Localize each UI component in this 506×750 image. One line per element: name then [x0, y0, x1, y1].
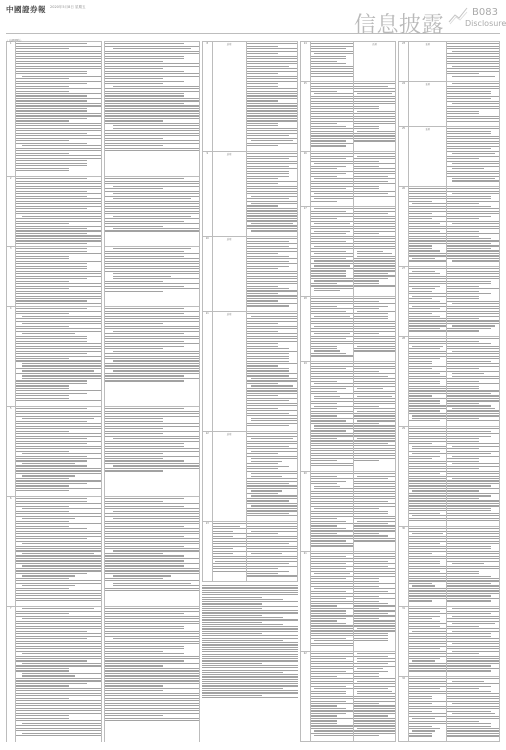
table-row: [105, 407, 200, 497]
newspaper-logo: 中國證券報: [6, 5, 46, 14]
table-row: [7, 42, 102, 177]
amendment-table: [398, 41, 500, 742]
marker-cell: 新增: [212, 42, 246, 152]
text-cell: [246, 42, 297, 152]
table-row: [203, 152, 298, 237]
text-cell: [447, 42, 500, 82]
row-number-cell: 31: [399, 607, 409, 677]
row-number-cell: 27: [399, 267, 409, 337]
text-cell: [105, 607, 200, 743]
row-number-cell: 17: [301, 207, 311, 297]
column-3: [202, 38, 298, 742]
text-cell: [354, 207, 396, 297]
table-row: [399, 127, 500, 187]
table-row: [399, 337, 500, 427]
row-number-cell: 14: [301, 42, 311, 82]
text-cell: [409, 607, 447, 677]
text-cell: [105, 307, 200, 407]
text-cell: [447, 187, 500, 267]
table-row: [399, 187, 500, 267]
column-2: [104, 38, 200, 742]
marker-cell: 新增: [409, 127, 447, 187]
row-number-cell: 29: [399, 427, 409, 527]
row-number-cell: 9: [203, 152, 213, 237]
row-number-cell: 30: [399, 527, 409, 607]
page-number: B083: [472, 7, 498, 18]
text-cell: [409, 527, 447, 607]
table-row: [399, 267, 500, 337]
text-cell: [409, 337, 447, 427]
text-cell: [447, 82, 500, 127]
row-number-cell: 22: [301, 652, 311, 742]
row-number-cell: 13: [203, 522, 213, 582]
amendment-table: [202, 41, 298, 582]
row-number-cell: 6: [7, 497, 16, 607]
table-row: [399, 527, 500, 607]
row-number-cell: 23: [399, 42, 409, 82]
issue-date: 2020年5月8日 星期五: [50, 5, 86, 9]
text-cell: [354, 362, 396, 472]
text-cell: [447, 267, 500, 337]
table-row: [7, 177, 102, 247]
table-row: [399, 677, 500, 742]
row-number-cell: 19: [301, 362, 311, 472]
table-row: [301, 652, 396, 742]
table-row: [301, 362, 396, 472]
text-cell: [15, 497, 101, 607]
text-cell: [354, 472, 396, 552]
marker-cell: 新增: [354, 42, 396, 82]
text-cell: [310, 207, 354, 297]
text-cell: [354, 297, 396, 362]
table-row: [105, 607, 200, 743]
text-cell: [354, 652, 396, 742]
row-number-cell: 8: [203, 42, 213, 152]
table-row: [203, 432, 298, 522]
text-cell: [246, 312, 297, 432]
row-number-cell: 2: [7, 177, 16, 247]
table-row: [399, 427, 500, 527]
text-cell: [15, 307, 101, 407]
row-number-cell: 32: [399, 677, 409, 742]
text-cell: [246, 522, 297, 582]
table-row: [203, 312, 298, 432]
table-row: [7, 407, 102, 497]
text-cell: [354, 552, 396, 652]
text-cell: [310, 652, 354, 742]
text-cell: [447, 337, 500, 427]
table-row: [301, 472, 396, 552]
text-cell: [447, 607, 500, 677]
text-cell: [310, 297, 354, 362]
text-cell: [310, 82, 354, 152]
section-title-en: Disclosure: [465, 19, 506, 28]
row-number-cell: 25: [399, 127, 409, 187]
column-4: [300, 38, 396, 742]
table-row: [301, 297, 396, 362]
table-row: [301, 82, 396, 152]
text-cell: [447, 677, 500, 742]
marker-cell: 新增: [409, 42, 447, 82]
text-cell: [105, 407, 200, 497]
text-cell: [246, 152, 297, 237]
row-number-cell: 7: [7, 607, 16, 743]
table-row: [301, 42, 396, 82]
table-row: [203, 522, 298, 582]
table-row: [105, 42, 200, 177]
text-cell: [354, 152, 396, 207]
table-row: [203, 237, 298, 312]
text-cell: [447, 127, 500, 187]
table-row: [105, 497, 200, 607]
text-cell: [105, 247, 200, 307]
marker-cell: 新增: [212, 432, 246, 522]
text-cell: [105, 42, 200, 177]
row-number-cell: 1: [7, 42, 16, 177]
row-number-cell: 21: [301, 552, 311, 652]
marker-cell: 新增: [212, 152, 246, 237]
text-cell: [310, 552, 354, 652]
row-number-cell: 4: [7, 307, 16, 407]
text-cell: [105, 177, 200, 247]
table-row: [105, 307, 200, 407]
row-number-cell: 24: [399, 82, 409, 127]
text-cell: [310, 472, 354, 552]
marker-cell: 新增: [409, 82, 447, 127]
column-5: [398, 38, 500, 742]
text-cell: [409, 267, 447, 337]
table-row: [7, 247, 102, 307]
text-cell: [105, 497, 200, 607]
text-cell: [15, 407, 101, 497]
text-cell: [246, 237, 297, 312]
table-row: [301, 152, 396, 207]
text-cell: [310, 42, 354, 82]
column-1: [6, 38, 102, 742]
text-cell: [354, 82, 396, 152]
text-cell: [246, 432, 297, 522]
row-number-cell: 28: [399, 337, 409, 427]
continued-label: （上接B082版）: [6, 39, 23, 42]
row-number-cell: 12: [203, 432, 213, 522]
amendment-table: [6, 41, 102, 742]
text-cell: [447, 527, 500, 607]
table-row: [203, 42, 298, 152]
row-number-cell: 15: [301, 82, 311, 152]
text-cell: [447, 427, 500, 527]
row-number-cell: 26: [399, 187, 409, 267]
table-row: [399, 42, 500, 82]
amendment-table: [104, 41, 200, 742]
text-cell: [409, 427, 447, 527]
amendment-table: [300, 41, 396, 742]
text-cell: [310, 362, 354, 472]
text-cell: [310, 152, 354, 207]
text-cell: [15, 247, 101, 307]
text-cell: [15, 42, 101, 177]
text-cell: [409, 677, 447, 742]
body-text: [202, 582, 298, 698]
row-number-cell: 18: [301, 297, 311, 362]
text-cell: [15, 607, 101, 743]
table-row: [301, 552, 396, 652]
table-row: [105, 177, 200, 247]
masthead: [0, 0, 506, 40]
text-cell: [409, 187, 447, 267]
table-row: [7, 497, 102, 607]
header-rule: [6, 33, 500, 34]
table-row: [301, 207, 396, 297]
row-number-cell: 10: [203, 237, 213, 312]
row-number-cell: 5: [7, 407, 16, 497]
row-number-cell: 16: [301, 152, 311, 207]
row-number-cell: 3: [7, 247, 16, 307]
table-row: [7, 307, 102, 407]
table-row: [7, 607, 102, 743]
text-cell: [15, 177, 101, 247]
table-row: [399, 82, 500, 127]
row-number-cell: 20: [301, 472, 311, 552]
text-cell: [212, 522, 246, 582]
table-row: [105, 247, 200, 307]
marker-cell: 新增: [212, 237, 246, 312]
table-row: [399, 607, 500, 677]
row-number-cell: 11: [203, 312, 213, 432]
marker-cell: 新增: [212, 312, 246, 432]
section-title: 信息披露: [354, 13, 445, 38]
